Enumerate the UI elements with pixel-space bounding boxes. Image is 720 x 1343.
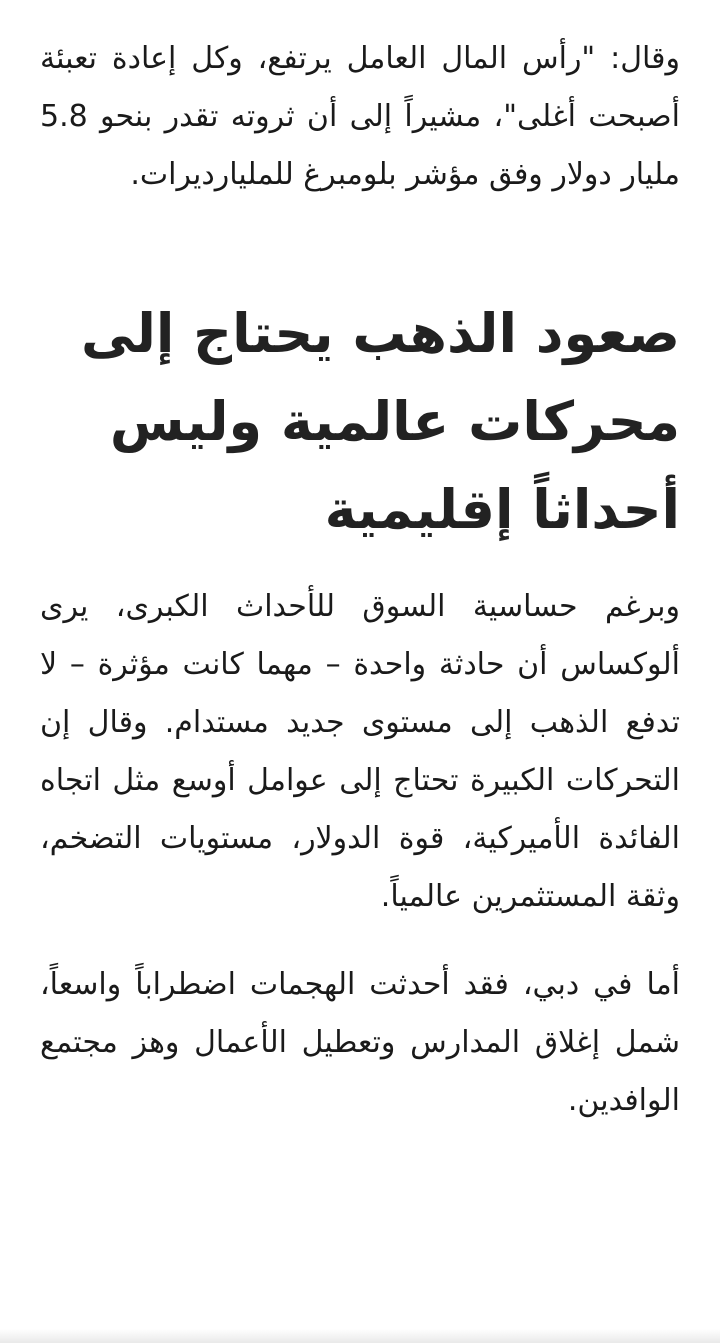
article-paragraph-gold-drivers: وبرغم حساسية السوق للأحداث الكبرى، يرى ألوكساس أن حادثة واحدة – مهما كانت مؤثرة – لا تدفع الذهب إلى مستوى جديد مستدام. وقال إن التحركات الكبيرة تحتاج إلى عوامل أوسع مثل اتجاه الفائدة الأميركية، قوة الدولار، مستويات التضخم، وثقة المستثمرين عالمياً.	[40, 589, 680, 914]
bottom-fade	[0, 1329, 720, 1343]
section-heading: صعود الذهب يحتاج إلى محركات عالمية وليس أحداثاً إقليمية	[80, 302, 680, 541]
article-paragraph-dubai: أما في دبي، فقد أحدثت الهجمات اضطراباً واسعاً، شمل إغلاق المدارس وتعطيل الأعمال وهز مجتمع الوافدين.	[40, 967, 680, 1118]
article-paragraph-wealth: وقال: "رأس المال العامل يرتفع، وكل إعادة تعبئة أصبحت أغلى"، مشيراً إلى أن ثروته تقدر بنحو 5.8 مليار دولار وفق مؤشر بلومبرغ للمليارديرات.	[40, 41, 680, 192]
article-body	[40, 30, 680, 1130]
